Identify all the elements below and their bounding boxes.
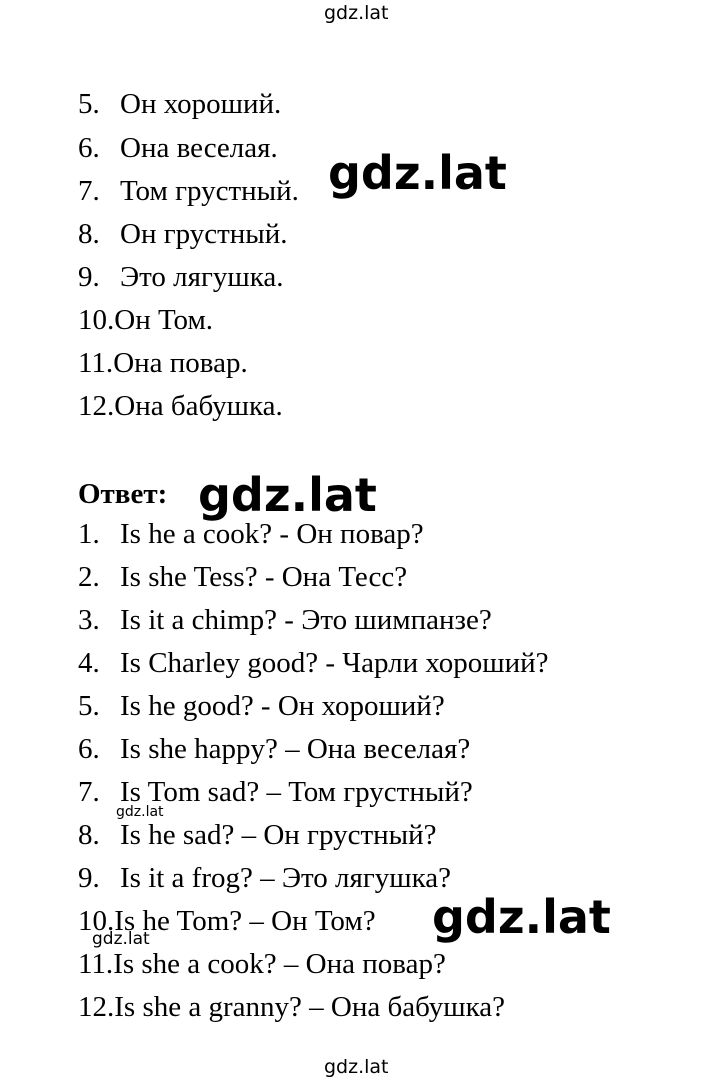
- item-text: Is she Tess? - Она Тесс?: [120, 561, 408, 593]
- item-text: Он хороший.: [120, 88, 282, 120]
- item-number: 9.: [78, 862, 100, 894]
- item-number: 7.: [78, 776, 100, 808]
- list-item: [78, 778, 473, 807]
- item-number: 11.: [78, 347, 114, 379]
- item-text: Она бабушка.: [114, 390, 283, 422]
- watermark-tiny-2: gdz.lat: [92, 929, 150, 949]
- list-item: [78, 692, 445, 721]
- list-item: [78, 993, 505, 1022]
- item-number: 10.: [78, 304, 115, 336]
- item-number: 7.: [78, 175, 100, 207]
- item-text: Is he sad? – Он грустный?: [120, 819, 437, 851]
- item-text: Is Tom sad? – Том грустный?: [120, 776, 473, 808]
- list-item: [78, 864, 451, 893]
- item-number: 9.: [78, 261, 100, 293]
- watermark-large-1: gdz.lat: [328, 146, 507, 200]
- item-text: Is he a cook? - Он повар?: [120, 518, 424, 550]
- item-number: 5.: [78, 690, 100, 722]
- watermark-top: gdz.lat: [324, 2, 389, 24]
- list-item: [78, 907, 376, 936]
- list-item: [78, 606, 492, 635]
- item-number: 11.: [78, 948, 114, 980]
- item-text: Is she a granny? – Она бабушка?: [114, 991, 505, 1023]
- list-item: [78, 177, 299, 206]
- item-number: 6.: [78, 132, 100, 164]
- watermark-tiny-1: gdz.lat: [116, 804, 164, 820]
- item-number: 8.: [78, 819, 100, 851]
- item-text: Is he good? - Он хороший?: [120, 690, 445, 722]
- list-item: [78, 134, 278, 163]
- item-number: 8.: [78, 218, 100, 250]
- list-item: [78, 649, 549, 678]
- item-number: 12.: [78, 991, 115, 1023]
- list-item: [78, 220, 288, 249]
- item-text: Это лягушка.: [120, 261, 284, 293]
- item-text: Она повар.: [113, 347, 248, 379]
- list-item: [78, 563, 407, 592]
- list-item: [78, 349, 248, 378]
- answer-heading: Ответ:: [78, 478, 168, 510]
- list-item: [78, 306, 213, 335]
- item-number: 5.: [78, 88, 100, 120]
- item-number: 2.: [78, 561, 100, 593]
- item-text: Is he Tom? – Он Том?: [114, 905, 376, 937]
- list-item: [78, 90, 281, 119]
- list-item: [78, 735, 470, 764]
- list-item: [78, 520, 424, 549]
- item-number: 10.: [78, 905, 115, 937]
- item-text: Is it a frog? – Это лягушка?: [120, 862, 451, 894]
- item-text: Is she happy? – Она веселая?: [120, 733, 471, 765]
- item-text: Is it a chimp? - Это шимпанзе?: [120, 604, 492, 636]
- item-text: Том грустный.: [120, 175, 299, 207]
- list-item: [78, 392, 283, 421]
- item-number: 12.: [78, 390, 115, 422]
- watermark-large-2: gdz.lat: [198, 468, 377, 522]
- list-item: [78, 950, 446, 979]
- list-item: [78, 263, 284, 292]
- item-text: Он Том.: [114, 304, 214, 336]
- watermark-bottom: gdz.lat: [324, 1056, 389, 1078]
- item-text: Она веселая.: [120, 132, 278, 164]
- item-number: 1.: [78, 518, 100, 550]
- item-number: 4.: [78, 647, 100, 679]
- item-number: 6.: [78, 733, 100, 765]
- item-text: Он грустный.: [120, 218, 288, 250]
- list-item: [78, 821, 437, 850]
- watermark-large-3: gdz.lat: [432, 890, 611, 944]
- item-text: Is Charley good? - Чарли хороший?: [120, 647, 549, 679]
- item-text: Is she a cook? – Она повар?: [113, 948, 446, 980]
- item-number: 3.: [78, 604, 100, 636]
